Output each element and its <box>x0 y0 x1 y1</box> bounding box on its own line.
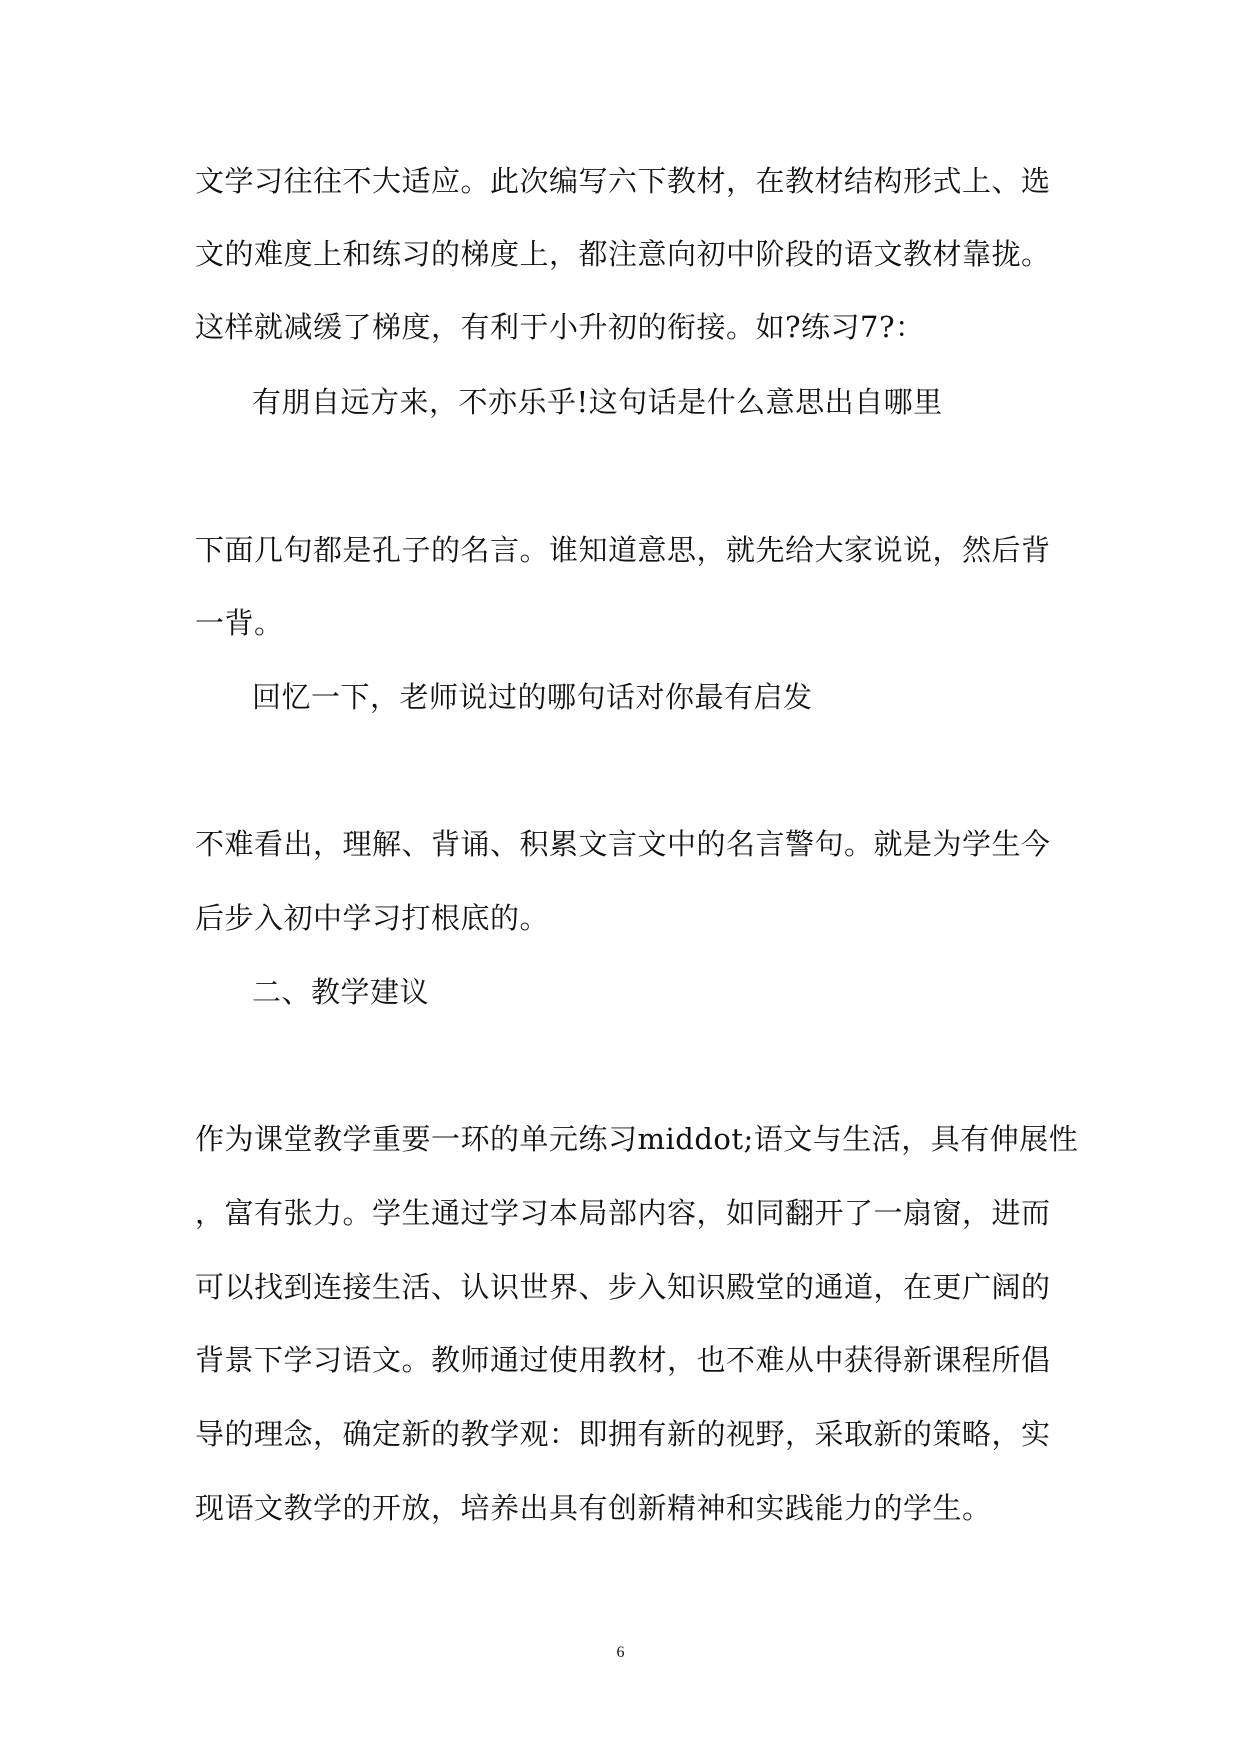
text-line-7: 回忆一下，老师说过的哪句话对你最有启发 <box>252 680 813 714</box>
text-line-9: 后步入初中学习打根底的。 <box>195 901 550 935</box>
text-line-15: 导的理念，确定新的教学观：即拥有新的视野，采取新的策略，实 <box>195 1417 1051 1451</box>
page-number: 6 <box>616 1644 625 1661</box>
text-line-4: 有朋自远方来，不亦乐乎!这句话是什么意思出自哪里 <box>252 385 943 419</box>
text-line-16: 现语文教学的开放，培养出具有创新精神和实践能力的学生。 <box>195 1491 992 1525</box>
text-line-14: 背景下学习语文。教师通过使用教材，也不难从中获得新课程所倡 <box>195 1343 1051 1377</box>
text-line-2: 文的难度上和练习的梯度上，都注意向初中阶段的语文教材靠拢。 <box>195 237 1051 271</box>
text-line-1: 文学习往往不大适应。此次编写六下教材，在教材结构形式上、选 <box>195 164 1051 198</box>
text-line-5: 下面几句都是孔子的名言。谁知道意思，就先给大家说说，然后背 <box>195 533 1051 567</box>
text-line-8: 不难看出，理解、背诵、积累文言文中的名言警句。就是为学生今 <box>195 827 1051 861</box>
text-line-11: 作为课堂教学重要一环的单元练习middot;语文与生活，具有伸展性 <box>195 1122 1079 1156</box>
text-line-6: 一背。 <box>195 606 284 640</box>
section-heading: 二、教学建议 <box>252 975 430 1009</box>
text-line-3: 这样就减缓了梯度，有利于小升初的衔接。如?练习7?： <box>195 310 925 344</box>
text-line-12: ，富有张力。学生通过学习本局部内容，如同翻开了一扇窗，进而 <box>195 1196 1051 1230</box>
text-line-13: 可以找到连接生活、认识世界、步入知识殿堂的通道，在更广阔的 <box>195 1270 1051 1304</box>
